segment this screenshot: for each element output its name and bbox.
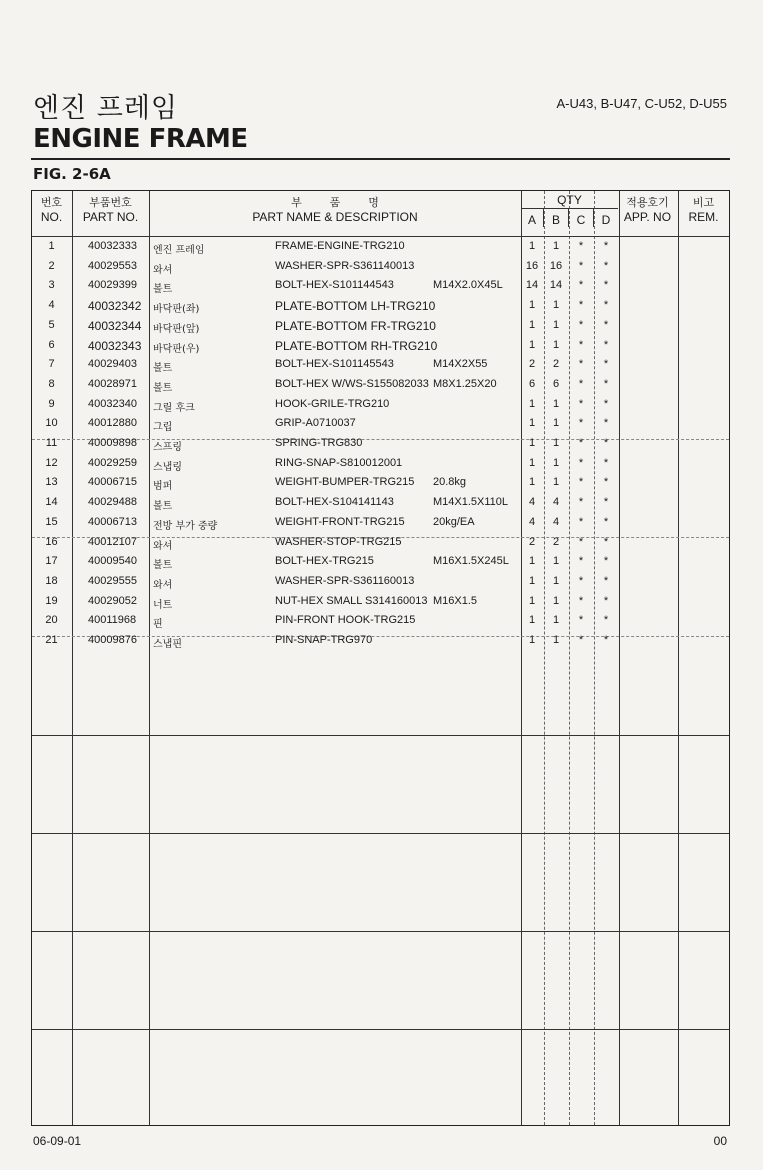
qty-a: 1 [528,299,536,312]
qty-d: * [603,417,609,430]
part-description: FRAME-ENGINE-TRG210 [275,240,405,252]
header-part-en: PART NO. [82,210,139,224]
part-number: 40032343 [88,338,142,353]
qty-d: * [603,358,609,371]
qty-a: 1 [528,476,536,489]
qty-d: * [603,574,609,587]
item-number: 14 [45,496,58,509]
part-number: 40029052 [88,594,137,607]
part-name-korean: 볼트 [153,363,173,375]
part-number: 40032333 [88,240,137,252]
qty-c: * [578,515,584,528]
qty-c: * [578,456,584,469]
part-description: BOLT-HEX-TRG215 [275,555,374,568]
part-name-korean: 엔진 프레임 [153,245,205,256]
qty-b: 1 [552,555,560,568]
header-no-en: NO. [40,210,63,224]
part-description: BOLT-HEX-S101145543 [275,358,394,371]
header-app-en: APP. NO [623,210,672,224]
qty-a: 4 [528,496,536,509]
part-description: WEIGHT-BUMPER-TRG215 [275,476,415,489]
part-name-korean: 전방 부가 중량 [153,520,218,532]
part-name-korean: 볼트 [153,382,173,394]
qty-b: 4 [552,496,560,509]
qty-c: * [578,299,584,312]
part-description: BOLT-HEX-S104141143 [275,496,394,509]
qty-d: * [603,594,609,607]
part-spec: M16X1.5X245L [433,555,509,568]
qty-d: * [603,259,609,272]
table-row [0,611,763,631]
qty-d: * [603,279,609,292]
item-number: 8 [48,377,55,390]
qty-b: 2 [552,535,560,548]
model-codes: A-U43, B-U47, C-U52, D-U55 [556,96,727,111]
table-row [0,257,763,277]
qty-b: 16 [549,259,563,272]
qty-b: 1 [552,574,560,587]
qty-c: * [578,634,584,646]
qty-b: 1 [552,437,560,449]
header-part-ko: 부품번호 [89,196,132,209]
header-app-ko: 적용호기 [626,196,669,209]
qty-d: * [603,318,609,331]
part-number: 40029555 [88,574,137,587]
part-number: 40028971 [88,377,137,390]
qty-d: * [603,240,609,252]
item-number: 19 [45,594,58,607]
qty-c: * [578,535,584,548]
page-title: ENGINE FRAME [33,124,248,154]
part-description: PLATE-BOTTOM LH-TRG210 [275,299,436,314]
part-name-korean: 바닥판(앞) [153,323,200,335]
header-no-ko: 번호 [40,196,63,209]
qty-c: * [578,437,584,449]
qty-d: * [603,437,609,449]
qty-b: 1 [552,476,560,489]
part-description: WASHER-SPR-S361140013 [275,259,415,272]
table-row [0,237,763,257]
qty-c: * [578,496,584,509]
group-rule [32,1029,729,1030]
table-row [0,454,763,474]
qty-a: 1 [528,634,536,646]
header-remarks [677,195,730,225]
item-number: 4 [48,299,55,312]
qty-b: 1 [552,417,560,430]
header-rem-ko: 비고 [692,196,715,209]
qty-b: 1 [552,456,560,469]
table-row [0,296,763,316]
qty-c: * [578,279,584,292]
part-name-korean: 바닥판(우) [153,343,200,355]
qty-c: * [578,574,584,587]
table-row [0,316,763,336]
part-number: 40012107 [88,535,137,548]
qty-d: * [603,634,609,646]
part-name-korean: 와셔 [153,264,173,276]
part-name-korean: 와셔 [153,579,173,591]
header-name-en: PART NAME & DESCRIPTION [252,210,418,224]
qty-d: * [603,535,609,548]
item-number: 9 [48,397,55,410]
part-number: 40032342 [88,299,142,314]
qty-c: * [578,240,584,252]
part-description: PLATE-BOTTOM RH-TRG210 [275,338,438,353]
item-number: 18 [45,574,58,587]
qty-a: 2 [528,358,536,371]
qty-d: * [603,515,609,528]
item-number: 16 [45,535,58,548]
table-row [0,552,763,572]
table-row [0,434,763,454]
qty-b: 14 [549,279,563,292]
part-description: NUT-HEX SMALL S314160013 [275,594,428,607]
part-description: GRIP-A0710037 [275,417,356,430]
table-row [0,533,763,553]
item-number: 6 [48,338,55,351]
part-description: BOLT-HEX W/WS-S155082033 [275,377,429,390]
qty-a: 1 [528,614,536,627]
group-rule [32,833,729,834]
qty-d: * [603,614,609,627]
part-name-korean: 볼트 [153,560,173,572]
item-number: 1 [48,240,55,252]
qty-a: 14 [525,279,539,292]
part-name-korean: 볼트 [153,284,173,296]
qty-d: * [603,397,609,410]
qty-d: * [603,476,609,489]
qty-b: 1 [552,299,560,312]
part-description: SPRING-TRG830 [275,437,363,449]
part-description: PIN-SNAP-TRG970 [275,634,373,646]
header-qty-b: B [551,213,560,227]
header-app-no [618,195,677,225]
qty-a: 2 [528,535,536,548]
table-row [0,375,763,395]
part-name-korean: 그립 [153,422,173,434]
qty-b: 1 [552,614,560,627]
qty-c: * [578,594,584,607]
part-number: 40029403 [88,358,137,371]
item-number: 12 [45,456,58,469]
part-number: 40011968 [88,614,137,627]
part-name-korean: 그릴 후크 [153,402,195,414]
item-number: 21 [45,634,58,646]
part-number: 40006713 [88,515,137,528]
qty-d: * [603,338,609,351]
part-description: RING-SNAP-S810012001 [275,456,403,469]
table-row [0,513,763,533]
group-rule [32,931,729,932]
part-number: 40009540 [88,555,137,568]
header-qty-d: D [601,213,611,227]
item-number: 7 [48,358,55,371]
qty-c: * [578,358,584,371]
qty-b: 1 [552,594,560,607]
item-number: 5 [48,318,55,331]
qty-d: * [603,496,609,509]
qty-a: 1 [528,456,536,469]
qty-b: 1 [552,634,560,646]
part-number: 40032344 [88,318,142,333]
item-number: 2 [48,259,55,272]
part-name-korean: 스프링 [153,442,182,453]
part-number: 40032340 [88,397,137,410]
qty-c: * [578,417,584,430]
qty-a: 4 [528,515,536,528]
qty-b: 1 [552,338,560,351]
table-row [0,336,763,356]
part-name-korean: 볼트 [153,501,173,513]
qty-a: 1 [528,437,536,449]
part-number: 40029259 [88,456,137,469]
page-title-korean: 엔진 프레임 [33,93,178,124]
part-name-korean: 와셔 [153,540,173,552]
qty-b: 4 [552,515,560,528]
header-description [149,195,521,225]
part-name-korean: 핀 [153,619,163,631]
qty-c: * [578,614,584,627]
part-spec: 20.8kg [433,476,467,489]
part-description: WASHER-SPR-S361160013 [275,574,415,587]
table-row [0,493,763,513]
item-number: 13 [45,476,58,489]
item-number: 11 [45,437,58,449]
part-spec: M14X2X55 [433,358,488,371]
qty-b: 1 [552,318,560,331]
qty-a: 16 [525,259,539,272]
qty-b: 1 [552,397,560,410]
item-number: 3 [48,279,55,292]
part-number: 40009876 [88,634,137,646]
title-rule [31,158,730,160]
item-number: 20 [45,614,58,627]
part-number: 40012880 [88,417,137,430]
header-rem-en: REM. [688,210,719,224]
part-number: 40029488 [88,496,137,509]
part-name-korean: 바닥판(좌) [153,304,200,316]
part-spec: 20kg/EA [433,515,475,528]
qty-b: 1 [552,240,560,252]
part-number: 40009898 [88,437,137,449]
qty-a: 1 [528,397,536,410]
item-number: 15 [45,515,58,528]
footer-date: 06-09-01 [33,1134,82,1148]
qty-b: 6 [552,377,560,390]
part-number: 40029399 [88,279,137,292]
part-description: WASHER-STOP-TRG215 [275,535,402,548]
qty-a: 1 [528,594,536,607]
header-part-no [72,195,149,225]
qty-c: * [578,476,584,489]
part-spec: M14X2.0X45L [433,279,503,292]
table-row [0,473,763,493]
header-qty-a: A [527,213,536,227]
part-name-korean: 스냅링 [153,461,182,473]
footer-page-number: 00 [713,1134,727,1148]
qty-a: 1 [528,338,536,351]
part-number: 40006715 [88,476,137,489]
part-description: WEIGHT-FRONT-TRG215 [275,515,405,528]
qty-a: 6 [528,377,536,390]
part-name-korean: 스냅핀 [153,639,182,650]
part-description: BOLT-HEX-S101144543 [275,279,394,292]
table-row [0,276,763,296]
table-row [0,592,763,612]
qty-a: 1 [528,574,536,587]
table-row [0,355,763,375]
table-row [0,414,763,434]
figure-label: FIG. 2-6A [33,165,111,183]
part-description: PLATE-BOTTOM FR-TRG210 [275,318,436,333]
part-description: HOOK-GRILE-TRG210 [275,397,390,410]
qty-header-rule [521,208,618,209]
header-no [31,195,72,225]
qty-c: * [578,397,584,410]
qty-a: 1 [528,555,536,568]
qty-c: * [578,259,584,272]
qty-d: * [603,299,609,312]
header-qty: QTY [557,193,582,207]
part-name-korean: 너트 [153,599,173,611]
table-row [0,572,763,592]
part-number: 40029553 [88,259,137,272]
qty-c: * [578,318,584,331]
qty-c: * [578,555,584,568]
header-name-ko: 부 품 명 [291,196,379,209]
qty-d: * [603,456,609,469]
table-row [0,395,763,415]
part-spec: M8X1.25X20 [433,377,497,390]
header-qty-c: C [576,213,586,227]
qty-d: * [603,377,609,390]
qty-b: 2 [552,358,560,371]
qty-a: 1 [528,417,536,430]
qty-a: 1 [528,240,536,252]
qty-a: 1 [528,318,536,331]
part-spec: M16X1.5 [433,594,478,607]
qty-c: * [578,377,584,390]
item-number: 10 [45,417,58,430]
part-spec: M14X1.5X110L [433,496,509,509]
group-rule [32,735,729,736]
part-name-korean: 범퍼 [153,481,173,493]
qty-c: * [578,338,584,351]
item-number: 17 [45,555,58,568]
part-description: PIN-FRONT HOOK-TRG215 [275,614,416,627]
table-row [0,631,763,651]
qty-d: * [603,555,609,568]
